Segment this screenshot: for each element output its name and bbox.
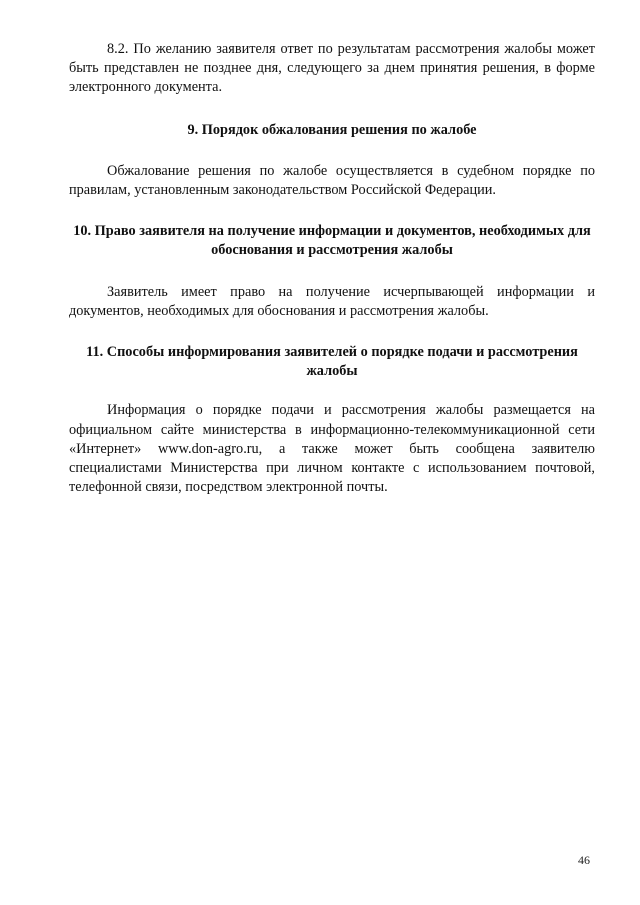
section-9-heading: 9. Порядок обжалования решения по жалобе (187, 121, 477, 138)
section-11-heading: 11. Способы информирования заявителей о порядке подачи и рассмотрения жалобы (86, 344, 578, 380)
section-9-paragraph: Обжалование решения по жалобе осуществляется в судебном порядке по правилам, установленным законодательством Российской Федерации. (69, 162, 595, 199)
section-10-paragraph: Заявитель имеет право на получение исчерпывающей информации и документов, необходимых для обоснования и рассмотрения жалобы. (69, 283, 595, 319)
document-page (69, 40, 595, 497)
page-number: 46 (578, 853, 590, 867)
paragraph-8-2: 8.2. По желанию заявителя ответ по результатам рассмотрения жалобы может быть представлен не позднее дня, следующего за днем принятия решения, в форме электронного документа. (69, 41, 595, 96)
section-10-heading: 10. Право заявителя на получение информации и документов, необходимых для обоснования и рассмотрения жалобы (73, 223, 591, 259)
section-11-paragraph: Информация о порядке подачи и рассмотрения жалобы размещается на официальном сайте министерства в информационно-телекоммуникационной сети «Интернет» www.don-agro.ru, а также может быть сообщена заявителю специалистами Министерства при личном контакте с использованием почтовой, телефонной связи, посредством электронной почты. (69, 402, 595, 496)
